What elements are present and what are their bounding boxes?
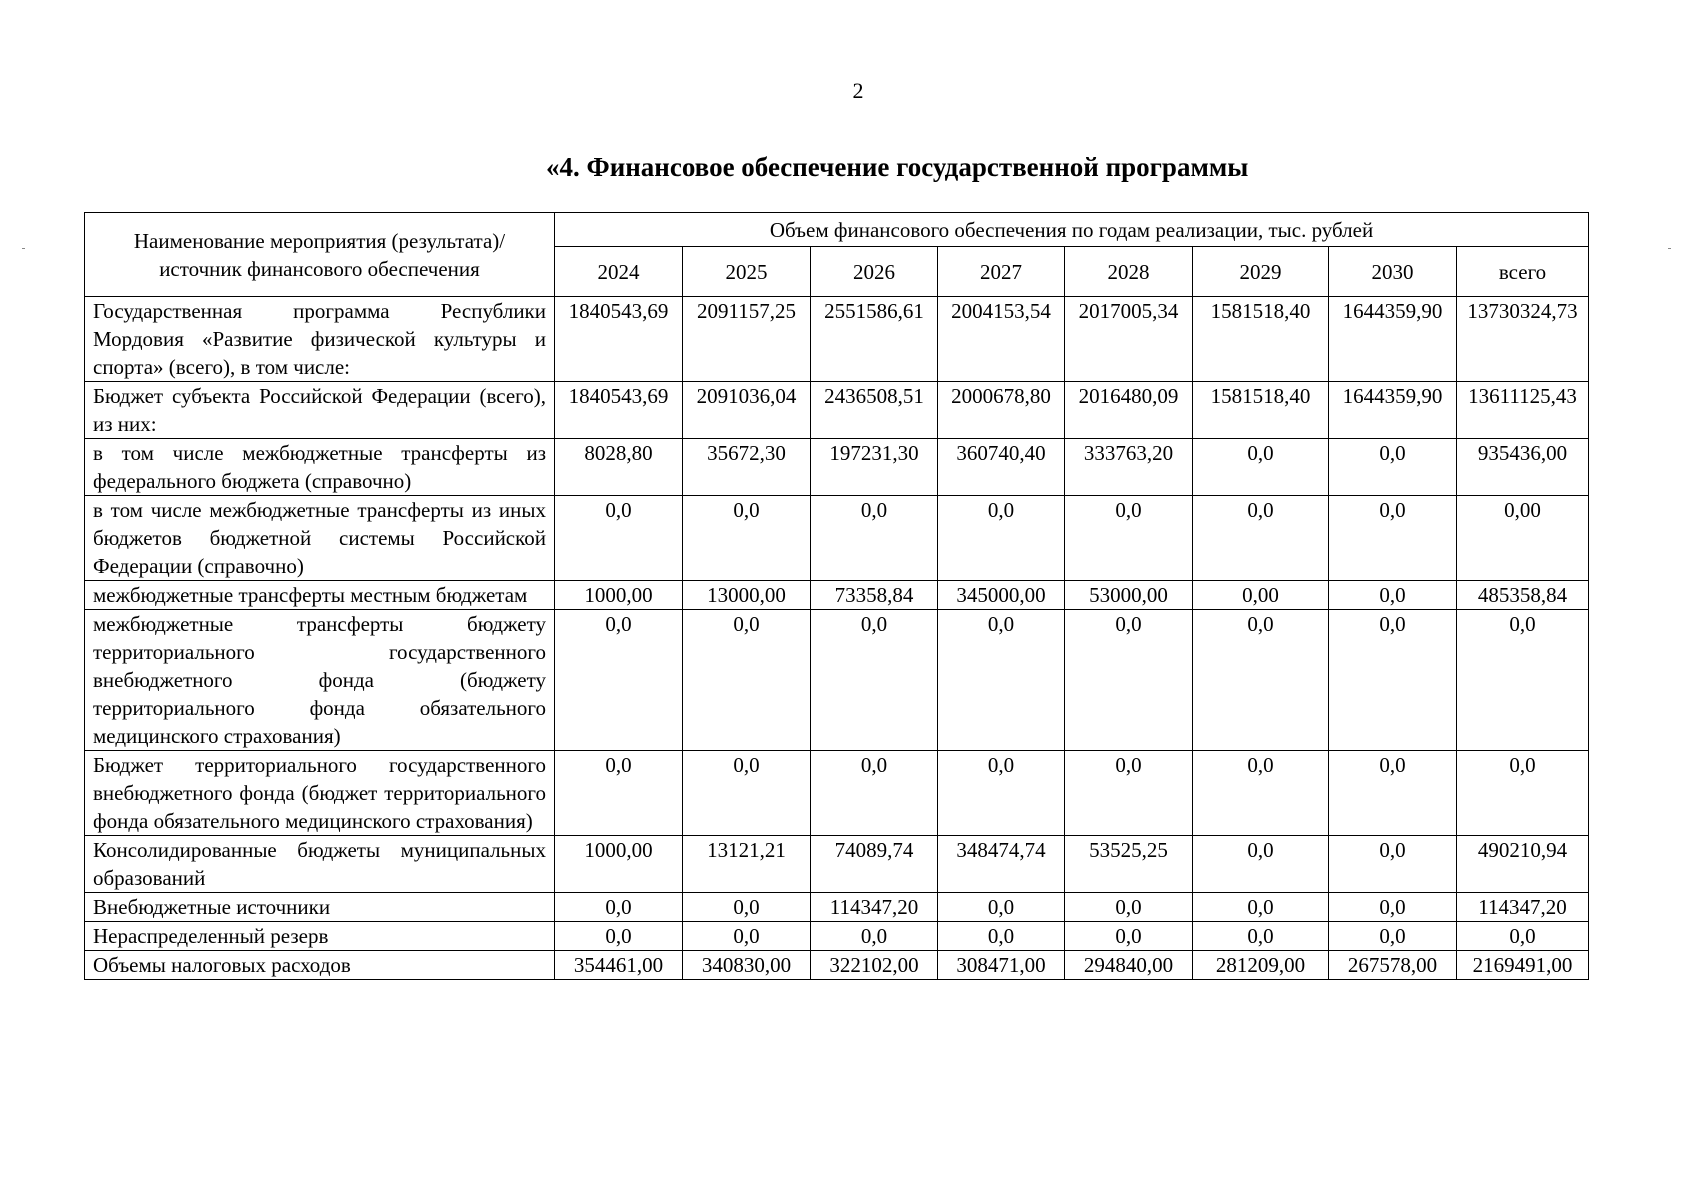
year-header: 2030 — [1329, 247, 1457, 297]
name-column-header: Наименование мероприятия (результата)/источник финансового обеспечения — [85, 213, 555, 297]
year-header: 2025 — [683, 247, 811, 297]
total-header: всего — [1457, 247, 1589, 297]
table-row — [85, 439, 1589, 496]
row-value-cell: 354461,00 — [555, 951, 683, 980]
row-value-cell: 0,0 — [683, 893, 811, 922]
row-value-cell: 0,0 — [1329, 610, 1457, 751]
row-value-cell: 1840543,69 — [555, 382, 683, 439]
row-total-cell: 0,00 — [1457, 496, 1589, 581]
row-value-cell: 13121,21 — [683, 836, 811, 893]
row-value-cell: 2017005,34 — [1065, 297, 1193, 382]
row-value-cell: 13000,00 — [683, 581, 811, 610]
table-row — [85, 297, 1589, 382]
row-value-cell: 0,0 — [811, 922, 938, 951]
row-value-cell: 294840,00 — [1065, 951, 1193, 980]
row-value-cell: 281209,00 — [1193, 951, 1329, 980]
row-value-cell: 2000678,80 — [938, 382, 1065, 439]
row-value-cell: 360740,40 — [938, 439, 1065, 496]
year-header: 2024 — [555, 247, 683, 297]
row-value-cell: 0,0 — [1065, 610, 1193, 751]
row-value-cell: 0,0 — [1329, 581, 1457, 610]
row-value-cell: 0,0 — [555, 610, 683, 751]
row-value-cell: 0,0 — [1065, 893, 1193, 922]
row-total-cell: 935436,00 — [1457, 439, 1589, 496]
row-name-cell: межбюджетные трансферты бюджету территориального государственного внебюджетного фонда (бюджету территориального фонда обязательного медицинского страхования) — [85, 610, 555, 751]
table-row — [85, 496, 1589, 581]
row-value-cell: 0,0 — [683, 922, 811, 951]
row-value-cell: 0,0 — [1193, 439, 1329, 496]
row-value-cell: 0,0 — [1329, 751, 1457, 836]
row-name-cell: Нераспределенный резерв — [85, 922, 555, 951]
row-value-cell: 0,0 — [1065, 751, 1193, 836]
row-value-cell: 0,0 — [1065, 922, 1193, 951]
row-value-cell: 0,0 — [938, 751, 1065, 836]
row-value-cell: 197231,30 — [811, 439, 938, 496]
row-name-cell: Объемы налоговых расходов — [85, 951, 555, 980]
row-value-cell: 0,0 — [938, 496, 1065, 581]
row-total-cell: 13730324,73 — [1457, 297, 1589, 382]
row-value-cell: 0,0 — [938, 893, 1065, 922]
row-value-cell: 2551586,61 — [811, 297, 938, 382]
row-value-cell: 0,0 — [555, 751, 683, 836]
year-header: 2026 — [811, 247, 938, 297]
row-name-cell: Внебюджетные источники — [85, 893, 555, 922]
table-row — [85, 836, 1589, 893]
row-value-cell: 0,0 — [1193, 836, 1329, 893]
row-value-cell: 53525,25 — [1065, 836, 1193, 893]
row-value-cell: 53000,00 — [1065, 581, 1193, 610]
row-value-cell: 1644359,90 — [1329, 382, 1457, 439]
row-value-cell: 1581518,40 — [1193, 382, 1329, 439]
table-row — [85, 922, 1589, 951]
row-value-cell: 74089,74 — [811, 836, 938, 893]
table-row — [85, 382, 1589, 439]
year-header: 2027 — [938, 247, 1065, 297]
row-value-cell: 267578,00 — [1329, 951, 1457, 980]
scan-mark-left — [22, 248, 25, 249]
row-value-cell: 0,0 — [1329, 496, 1457, 581]
row-value-cell: 2091036,04 — [683, 382, 811, 439]
row-value-cell: 0,0 — [555, 496, 683, 581]
row-value-cell: 2004153,54 — [938, 297, 1065, 382]
row-name-cell: Государственная программа Республики Мордовия «Развитие физической культуры и спорта» (всего), в том числе: — [85, 297, 555, 382]
scan-mark-right — [1668, 248, 1671, 249]
row-name-cell: Бюджет территориального государственного внебюджетного фонда (бюджет территориального фонда обязательного медицинского страхования) — [85, 751, 555, 836]
row-name-cell: межбюджетные трансферты местным бюджетам — [85, 581, 555, 610]
row-value-cell: 2016480,09 — [1065, 382, 1193, 439]
row-value-cell: 0,0 — [938, 610, 1065, 751]
row-value-cell: 0,0 — [811, 610, 938, 751]
row-value-cell: 0,0 — [1329, 893, 1457, 922]
row-total-cell: 0,0 — [1457, 751, 1589, 836]
row-total-cell: 0,0 — [1457, 922, 1589, 951]
row-value-cell: 348474,74 — [938, 836, 1065, 893]
row-total-cell: 13611125,43 — [1457, 382, 1589, 439]
row-value-cell: 1000,00 — [555, 581, 683, 610]
row-value-cell: 308471,00 — [938, 951, 1065, 980]
row-value-cell: 2436508,51 — [811, 382, 938, 439]
year-header: 2029 — [1193, 247, 1329, 297]
row-value-cell: 0,0 — [938, 922, 1065, 951]
row-value-cell: 1840543,69 — [555, 297, 683, 382]
row-value-cell: 0,0 — [1193, 496, 1329, 581]
row-value-cell: 0,0 — [683, 751, 811, 836]
row-value-cell: 1644359,90 — [1329, 297, 1457, 382]
document-title: «4. Финансовое обеспечение государственной программы — [546, 152, 1249, 182]
financing-table — [84, 212, 1589, 980]
row-value-cell: 0,0 — [1065, 496, 1193, 581]
year-header: 2028 — [1065, 247, 1193, 297]
page-number: 2 — [852, 78, 864, 103]
row-total-cell: 485358,84 — [1457, 581, 1589, 610]
row-value-cell: 0,00 — [1193, 581, 1329, 610]
row-value-cell: 0,0 — [683, 610, 811, 751]
row-value-cell: 0,0 — [1193, 893, 1329, 922]
row-value-cell: 0,0 — [1193, 922, 1329, 951]
volume-header: Объем финансового обеспечения по годам реализации, тыс. рублей — [555, 213, 1589, 247]
row-value-cell: 0,0 — [811, 751, 938, 836]
row-value-cell: 2091157,25 — [683, 297, 811, 382]
row-name-cell: Консолидированные бюджеты муниципальных образований — [85, 836, 555, 893]
row-value-cell: 0,0 — [1329, 439, 1457, 496]
row-value-cell: 0,0 — [1193, 751, 1329, 836]
row-value-cell: 0,0 — [555, 893, 683, 922]
row-name-cell: в том числе межбюджетные трансферты из федерального бюджета (справочно) — [85, 439, 555, 496]
row-value-cell: 8028,80 — [555, 439, 683, 496]
table-row — [85, 951, 1589, 980]
row-value-cell: 1581518,40 — [1193, 297, 1329, 382]
row-name-cell: в том числе межбюджетные трансферты из иных бюджетов бюджетной системы Российской Федерации (справочно) — [85, 496, 555, 581]
row-name-cell: Бюджет субъекта Российской Федерации (всего), из них: — [85, 382, 555, 439]
row-total-cell: 114347,20 — [1457, 893, 1589, 922]
row-value-cell: 0,0 — [555, 922, 683, 951]
row-value-cell: 73358,84 — [811, 581, 938, 610]
row-value-cell: 35672,30 — [683, 439, 811, 496]
row-total-cell: 490210,94 — [1457, 836, 1589, 893]
row-value-cell: 1000,00 — [555, 836, 683, 893]
table-row — [85, 581, 1589, 610]
row-value-cell: 333763,20 — [1065, 439, 1193, 496]
row-value-cell: 345000,00 — [938, 581, 1065, 610]
table-row — [85, 610, 1589, 751]
row-value-cell: 0,0 — [683, 496, 811, 581]
row-value-cell: 0,0 — [1329, 836, 1457, 893]
row-value-cell: 340830,00 — [683, 951, 811, 980]
table-row — [85, 893, 1589, 922]
row-value-cell: 0,0 — [811, 496, 938, 581]
row-value-cell: 322102,00 — [811, 951, 938, 980]
table-body — [85, 297, 1589, 980]
row-total-cell: 2169491,00 — [1457, 951, 1589, 980]
row-value-cell: 114347,20 — [811, 893, 938, 922]
row-total-cell: 0,0 — [1457, 610, 1589, 751]
row-value-cell: 0,0 — [1329, 922, 1457, 951]
table-row — [85, 751, 1589, 836]
row-value-cell: 0,0 — [1193, 610, 1329, 751]
